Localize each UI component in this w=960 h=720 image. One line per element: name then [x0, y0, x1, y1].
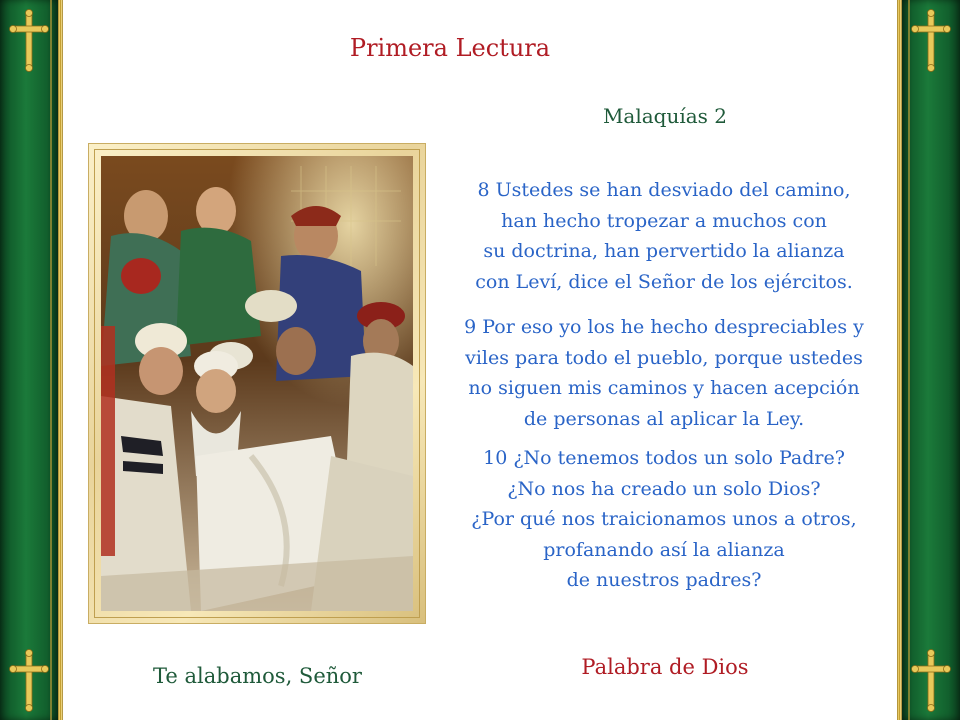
cross-icon — [911, 8, 951, 72]
cross-icon — [9, 648, 49, 712]
verse-line: no siguen mis caminos y hacen acepción — [468, 377, 860, 399]
verse-line: ¿Por qué nos traicionamos unos a otros, — [471, 508, 857, 530]
verse-line: su doctrina, han pervertido la alianza — [483, 240, 845, 262]
verse-line: 8 Ustedes se han desviado del camino, — [477, 179, 851, 201]
verse-line: profanando así la alianza — [543, 538, 785, 561]
page-title: Primera Lectura — [349, 34, 551, 62]
left-border-band — [0, 0, 58, 720]
verse-line: 10 ¿No tenemos todos un solo Padre? — [483, 447, 845, 469]
verse-line: han hecho tropezar a muchos con — [501, 209, 827, 232]
verse-8 — [429, 175, 899, 297]
verse-9 — [429, 312, 899, 434]
verse-line: de personas al aplicar la Ley. — [523, 407, 805, 430]
scripture-reference: Malaquías 2 — [602, 104, 728, 128]
response-te-alabamos: Te alabamos, Señor — [153, 664, 362, 688]
verse-line: con Leví, dice el Señor de los ejércitos. — [475, 270, 853, 293]
verse-line: viles para todo el pueblo, porque ustedes — [465, 346, 863, 369]
verse-line: de nuestros padres? — [566, 569, 762, 591]
response-palabra-de-dios: Palabra de Dios — [581, 655, 749, 679]
painting — [101, 156, 413, 611]
left-gold-trim — [58, 0, 63, 720]
cross-icon — [911, 648, 951, 712]
verse-10 — [429, 443, 899, 596]
right-border-band — [902, 0, 960, 720]
painting-frame — [88, 143, 426, 624]
cross-icon — [9, 8, 49, 72]
right-inner-line — [908, 0, 910, 720]
left-inner-line — [50, 0, 52, 720]
verse-line: 9 Por eso yo los he hecho despreciables y — [464, 316, 864, 338]
verse-line: ¿No nos ha creado un solo Dios? — [507, 477, 821, 500]
